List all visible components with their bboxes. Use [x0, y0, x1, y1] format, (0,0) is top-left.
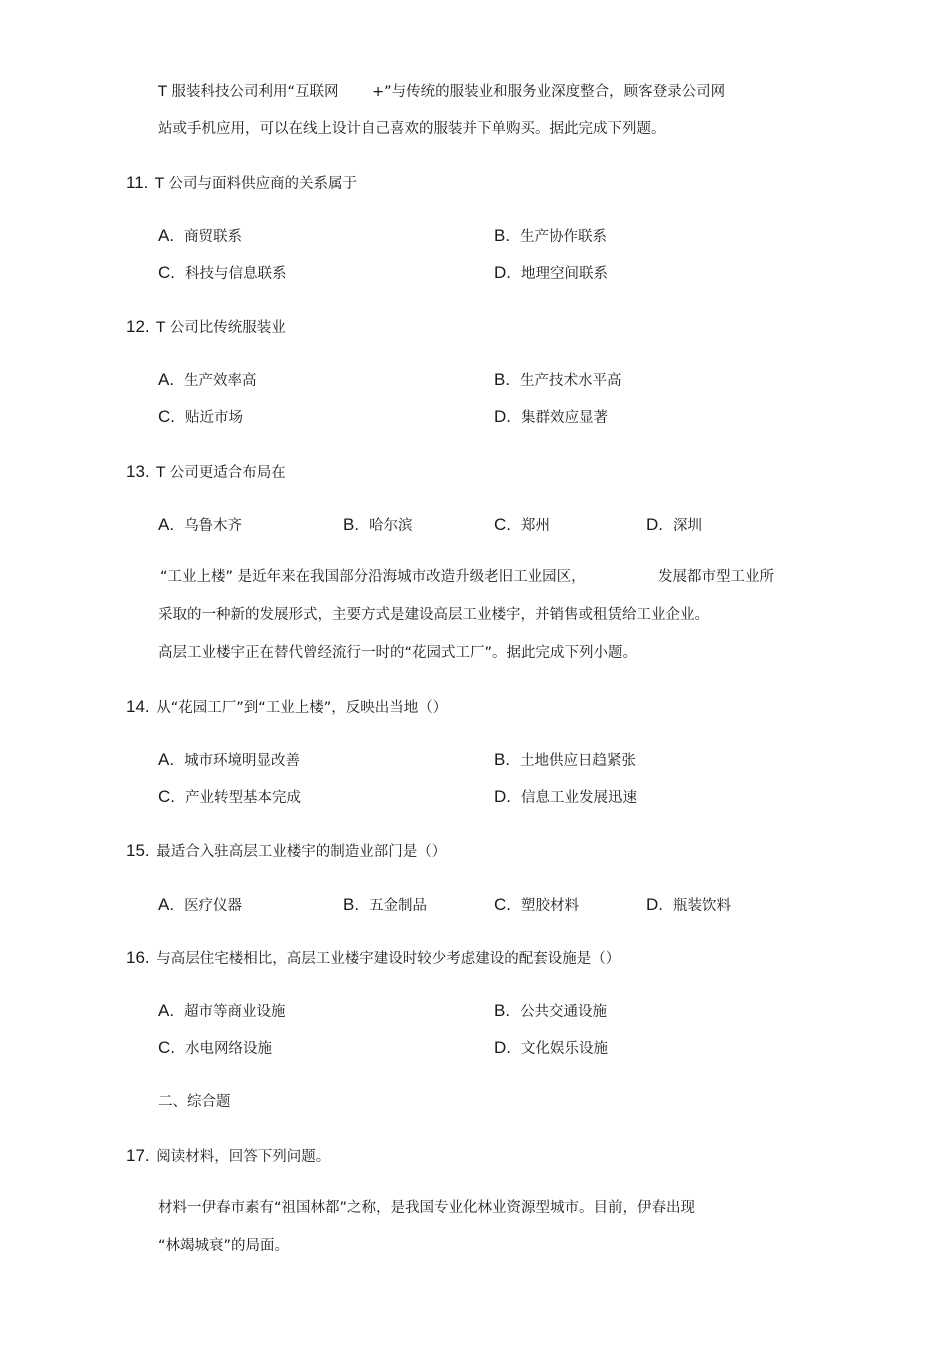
question-16 [126, 947, 620, 970]
question-text: 从“花园工厂”到“工业上楼”，反映出当地（） [156, 700, 448, 716]
question-15 [126, 840, 446, 863]
q12-option-d[interactable] [494, 406, 608, 429]
q11-option-c[interactable] [158, 262, 287, 285]
intro1-line1b: +”与传统的服装业和服务业深度整合，顾客登录公司网 [372, 84, 726, 100]
question-number: 11. [126, 173, 149, 192]
q15-option-d[interactable] [646, 894, 731, 917]
question-number: 15. [126, 841, 150, 860]
q13-option-a[interactable] [158, 514, 242, 537]
option-key: B. [343, 895, 360, 914]
option-key: D. [646, 515, 663, 534]
option-key: D. [494, 1038, 511, 1057]
option-key: B. [494, 370, 511, 389]
q16-option-c[interactable] [158, 1037, 272, 1060]
option-key: D. [646, 895, 663, 914]
option-key: A. [158, 370, 175, 389]
option-key: A. [158, 1001, 175, 1020]
option-key: B. [494, 226, 511, 245]
option-text: 信息工业发展迅速 [521, 790, 637, 806]
material1-line2: “林竭城衰”的局面。 [158, 1238, 290, 1254]
option-key: B. [343, 515, 360, 534]
material1-line1: 材料一伊春市素有“祖国林都”之称，是我国专业化林业资源型城市。目前，伊春出现 [158, 1200, 696, 1216]
q13-option-d[interactable] [646, 514, 702, 537]
option-key: B. [494, 750, 511, 769]
option-text: 土地供应日趋紧张 [520, 753, 637, 769]
option-key: C. [158, 1038, 175, 1057]
option-text: 瓶装饮料 [673, 898, 731, 914]
question-text: T 公司比传统服装业 [156, 320, 286, 336]
option-text: 超市等商业设施 [184, 1004, 286, 1020]
intro2-line3: 高层工业楼宇正在替代曾经流行一时的“花园式工厂”。据此完成下列小题。 [158, 645, 638, 661]
question-number: 14. [126, 697, 150, 716]
option-text: 郑州 [521, 518, 550, 534]
option-text: 五金制品 [369, 898, 428, 914]
option-key: A. [158, 750, 175, 769]
option-text: 集群效应显著 [521, 410, 608, 426]
option-text: 文化娱乐设施 [521, 1041, 608, 1057]
option-text: 贴近市场 [185, 410, 243, 426]
option-text: 城市环境明显改善 [184, 753, 301, 769]
option-text: 生产协作联系 [520, 229, 608, 245]
q11-option-d[interactable] [494, 262, 608, 285]
option-text: 水电网络设施 [185, 1041, 272, 1057]
intro1-line2: 站或手机应用，可以在线上设计自己喜欢的服装并下单购买。据此完成下列题。 [158, 121, 666, 137]
option-key: D. [494, 787, 511, 806]
option-key: A. [158, 226, 175, 245]
question-13 [126, 461, 286, 484]
question-17 [126, 1145, 330, 1168]
option-key: B. [494, 1001, 511, 1020]
q12-option-a[interactable] [158, 369, 257, 392]
question-text: T 公司与面料供应商的关系属于 [154, 176, 357, 192]
intro2-line1b: 发展都市型工业所 [658, 569, 774, 585]
question-number: 16. [126, 948, 150, 967]
q14-option-a[interactable] [158, 749, 300, 772]
intro2-line1a: “工业上楼” 是近年来在我国部分沿海城市改造升级老旧工业园区， [160, 569, 586, 585]
option-key: C. [158, 787, 175, 806]
question-text: T 公司更适合布局在 [156, 465, 286, 481]
q15-option-a[interactable] [158, 894, 242, 917]
question-14 [126, 696, 447, 719]
question-text: 最适合入驻高层工业楼宇的制造业部门是（） [156, 844, 447, 860]
question-text: 与高层住宅楼相比，高层工业楼宇建设时较少考虑建设的配套设施是（） [156, 951, 621, 967]
q16-option-b[interactable] [494, 1000, 607, 1023]
option-text: 生产技术水平高 [520, 373, 622, 389]
option-key: D. [494, 407, 511, 426]
option-key: C. [494, 895, 511, 914]
question-text: 阅读材料，回答下列问题。 [156, 1149, 331, 1165]
option-text: 塑胶材料 [521, 898, 579, 914]
question-number: 13. [126, 462, 150, 481]
option-text: 商贸联系 [184, 229, 243, 245]
option-text: 产业转型基本完成 [185, 790, 301, 806]
option-key: A. [158, 895, 175, 914]
q14-option-d[interactable] [494, 786, 637, 809]
q13-option-c[interactable] [494, 514, 550, 537]
option-text: 公共交通设施 [520, 1004, 608, 1020]
q11-option-b[interactable] [494, 225, 607, 248]
question-12 [126, 316, 286, 339]
question-number: 12. [126, 317, 150, 336]
q12-option-b[interactable] [494, 369, 622, 392]
option-text: 乌鲁木齐 [184, 518, 243, 534]
question-11 [126, 172, 357, 195]
q16-option-a[interactable] [158, 1000, 286, 1023]
q15-option-c[interactable] [494, 894, 579, 917]
option-key: D. [494, 263, 511, 282]
q16-option-d[interactable] [494, 1037, 608, 1060]
q13-option-b[interactable] [343, 514, 413, 537]
option-key: C. [494, 515, 511, 534]
option-text: 科技与信息联系 [185, 266, 287, 282]
option-text: 地理空间联系 [521, 266, 608, 282]
q12-option-c[interactable] [158, 406, 243, 429]
option-text: 医疗仪器 [184, 898, 243, 914]
option-text: 哈尔滨 [369, 518, 413, 534]
question-number: 17. [126, 1146, 150, 1165]
q11-option-a[interactable] [158, 225, 242, 248]
q14-option-c[interactable] [158, 786, 301, 809]
option-key: A. [158, 515, 175, 534]
intro1-line1a: T 服装科技公司利用“互联网 [158, 84, 339, 100]
option-text: 生产效率高 [184, 373, 257, 389]
q15-option-b[interactable] [343, 894, 427, 917]
intro2-line2: 采取的一种新的发展形式，主要方式是建设高层工业楼宇，并销售或租赁给工业企业。 [158, 607, 709, 623]
section-heading: 二、综合题 [158, 1094, 231, 1110]
option-key: C. [158, 263, 175, 282]
option-text: 深圳 [673, 518, 702, 534]
option-key: C. [158, 407, 175, 426]
q14-option-b[interactable] [494, 749, 636, 772]
